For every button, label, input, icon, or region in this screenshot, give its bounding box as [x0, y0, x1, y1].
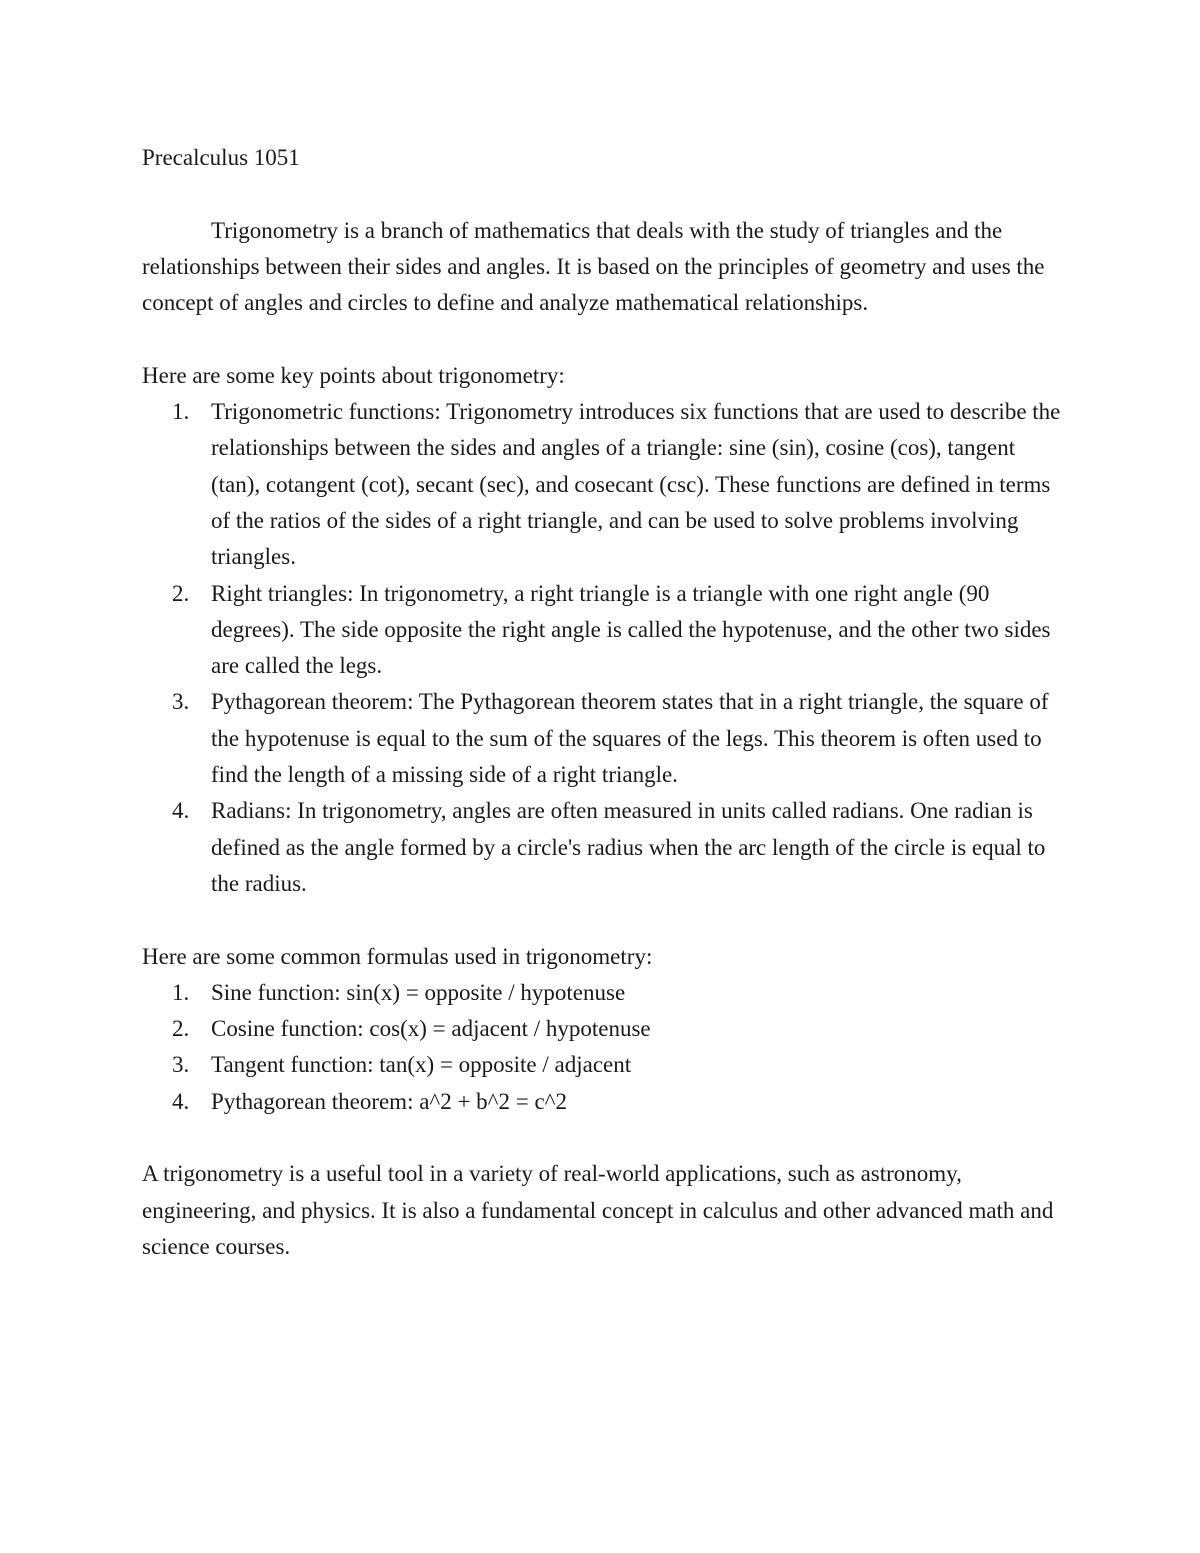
list-item-text: Pythagorean theorem: The Pythagorean theorem states that in a right triangle, the square of the hypotenuse is equal to the sum of the squares of the legs. This theorem is often used to find the length of a missing side of a right triangle.	[211, 689, 1049, 788]
list-item-text: Pythagorean theorem: a^2 + b^2 = c^2	[211, 1088, 567, 1114]
list-item-text: Cosine function: cos(x) = adjacent / hypotenuse	[211, 1016, 651, 1042]
list-item-text: Trigonometric functions: Trigonometry introduces six functions that are used to describe the relationships between the sides and angles of a triangle: sine (sin), cosine (cos), tangent (tan), cotangent (cot), secant (sec), and cosecant (csc). These functions are defined in terms of the ratios of the sides of a right triangle, and can be used to solve problems involving triangles.	[211, 399, 1061, 570]
list-number: 3.	[172, 689, 190, 715]
key-points-list	[142, 394, 1067, 902]
blank-line	[142, 902, 1067, 938]
list-item-text: Radians: In trigonometry, angles are often measured in units called radians. One radian is defined as the angle formed by a circle's radius when the arc length of the circle is equal to the radius.	[211, 798, 1046, 896]
key-points-heading: Here are some key points about trigonometry:	[142, 362, 565, 388]
list-number: 2.	[172, 1016, 190, 1042]
formulas-list	[142, 975, 1067, 1120]
list-number: 1.	[172, 979, 190, 1005]
list-number: 1.	[172, 399, 190, 425]
list-item	[142, 1011, 1067, 1047]
list-item-text: Tangent function: tan(x) = opposite / adjacent	[211, 1052, 632, 1078]
blank-line	[142, 176, 1067, 212]
list-item	[142, 793, 1067, 902]
list-item	[142, 576, 1067, 685]
list-number: 4.	[172, 1088, 190, 1114]
list-item	[142, 975, 1067, 1011]
formulas-heading: Here are some common formulas used in trigonometry:	[142, 943, 653, 969]
document-page	[142, 140, 1067, 1265]
blank-line	[142, 321, 1067, 357]
intro-paragraph: Trigonometry is a branch of mathematics that deals with the study of triangles and the relationships between their sides and angles. It is based on the principles of geometry and uses the concept of angles and circles to define and analyze mathematical relationships.	[142, 217, 1045, 316]
conclusion-paragraph: A trigonometry is a useful tool in a variety of real-world applications, such as astronomy, engineering, and physics. It is also a fundamental concept in calculus and other advanced math and science courses.	[142, 1161, 1054, 1259]
list-item-text: Sine function: sin(x) = opposite / hypotenuse	[211, 979, 626, 1005]
list-item	[142, 684, 1067, 793]
blank-line	[142, 1120, 1067, 1156]
list-item	[142, 1047, 1067, 1083]
list-number: 4.	[172, 798, 190, 824]
list-item	[142, 394, 1067, 575]
list-number: 3.	[172, 1052, 190, 1078]
list-item-text: Right triangles: In trigonometry, a right triangle is a triangle with one right angle (90 degrees). The side opposite the right angle is called the hypotenuse, and the other two sides are called the legs.	[211, 580, 1051, 679]
document-title: Precalculus 1051	[142, 145, 300, 170]
list-number: 2.	[172, 580, 190, 606]
list-item	[142, 1084, 1067, 1120]
